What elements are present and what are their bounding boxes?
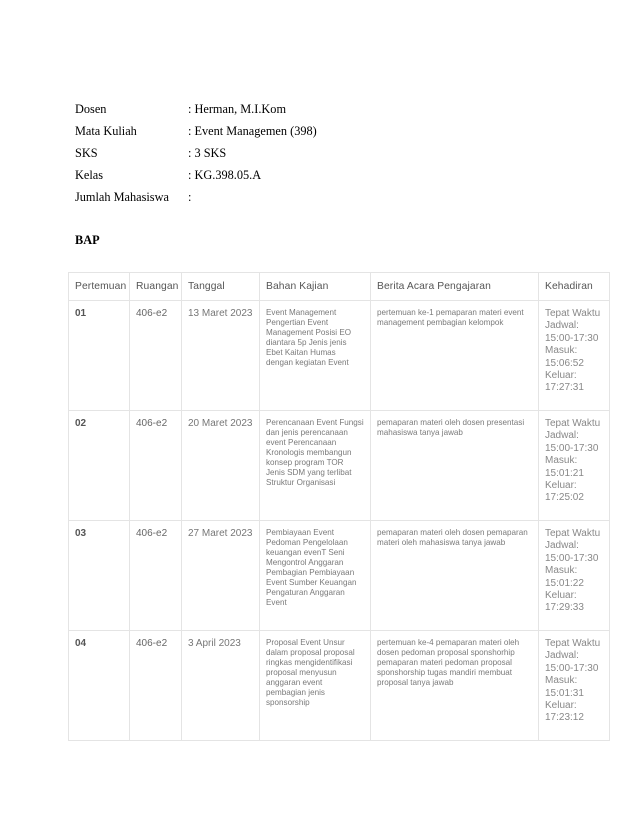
bap-table — [68, 272, 610, 741]
info-value: : Herman, M.I.Kom — [188, 102, 287, 116]
kehadiran-status: Tepat Waktu — [545, 418, 601, 429]
cell-berita-acara: pertemuan ke-1 pemaparan materi event management pembagian kelompok — [371, 301, 539, 411]
column-header-pertemuan: Pertemuan — [69, 273, 130, 301]
cell-pertemuan: 02 — [69, 411, 130, 521]
cell-tanggal: 20 Maret 2023 — [182, 411, 260, 521]
table-row — [69, 301, 610, 411]
column-header-bahan-kajian: Bahan Kajian — [260, 273, 371, 301]
kehadiran-status: Tepat Waktu — [545, 528, 601, 539]
kehadiran-keluar: Keluar: 17:27:31 — [545, 370, 584, 394]
kehadiran-keluar: Keluar: 17:25:02 — [545, 480, 584, 504]
cell-bahan-kajian: Event Management Pengertian Event Management Posisi EO diantara 5p Jenis jenis Ebet Kaitan Humas dengan kegiatan Event — [260, 301, 371, 411]
kehadiran-jadwal: Jadwal: 15:00-17:30 — [545, 430, 599, 454]
cell-kehadiran — [539, 301, 610, 411]
cell-ruangan: 406-e2 — [130, 411, 182, 521]
kehadiran-masuk: Masuk: 15:06:52 — [545, 345, 584, 369]
kehadiran-jadwal: Jadwal: 15:00-17:30 — [545, 650, 599, 674]
cell-berita-acara: pemaparan materi oleh dosen pemaparan materi oleh mahasiswa tanya jawab — [371, 521, 539, 631]
kehadiran-jadwal: Jadwal: 15:00-17:30 — [545, 540, 599, 564]
cell-tanggal: 3 April 2023 — [182, 631, 260, 741]
table-row — [69, 631, 610, 741]
cell-kehadiran — [539, 631, 610, 741]
cell-pertemuan: 03 — [69, 521, 130, 631]
table-row — [69, 411, 610, 521]
kehadiran-keluar: Keluar: 17:29:33 — [545, 590, 584, 614]
info-value: : KG.398.05.A — [188, 168, 262, 182]
cell-kehadiran — [539, 521, 610, 631]
info-label: Jumlah Mahasiswa — [75, 190, 169, 204]
info-label: Dosen — [75, 102, 107, 116]
cell-tanggal: 27 Maret 2023 — [182, 521, 260, 631]
info-label: Mata Kuliah — [75, 124, 137, 138]
info-label: SKS — [75, 146, 98, 160]
cell-tanggal: 13 Maret 2023 — [182, 301, 260, 411]
column-header-tanggal: Tanggal — [182, 273, 260, 301]
kehadiran-masuk: Masuk: 15:01:21 — [545, 455, 584, 479]
kehadiran-masuk: Masuk: 15:01:22 — [545, 565, 584, 589]
cell-kehadiran — [539, 411, 610, 521]
kehadiran-jadwal: Jadwal: 15:00-17:30 — [545, 320, 599, 344]
info-value: : — [188, 190, 192, 204]
cell-ruangan: 406-e2 — [130, 301, 182, 411]
column-header-ruangan: Ruangan — [130, 273, 182, 301]
bap-title: BAP — [75, 233, 100, 247]
info-value: : Event Managemen (398) — [188, 124, 317, 138]
info-value: : 3 SKS — [188, 146, 227, 160]
cell-ruangan: 406-e2 — [130, 521, 182, 631]
cell-pertemuan: 04 — [69, 631, 130, 741]
cell-bahan-kajian: Perencanaan Event Fungsi dan jenis perencanaan event Perencanaan Kronologis membangun konsep program TOR Jenis SDM yang terlibat Struktur Organisasi — [260, 411, 371, 521]
info-label: Kelas — [75, 168, 103, 182]
table-header-row — [69, 273, 610, 301]
column-header-kehadiran: Kehadiran — [539, 273, 610, 301]
kehadiran-masuk: Masuk: 15:01:31 — [545, 675, 584, 699]
kehadiran-keluar: Keluar: 17:23:12 — [545, 700, 584, 724]
cell-pertemuan: 01 — [69, 301, 130, 411]
column-header-berita-acara: Berita Acara Pengajaran — [371, 273, 539, 301]
cell-berita-acara: pemaparan materi oleh dosen presentasi mahasiswa tanya jawab — [371, 411, 539, 521]
cell-berita-acara: pertemuan ke-4 pemaparan materi oleh dosen pedoman proposal sponshorhip pemaparan materi pedoman proposal sponshorship tugas mandiri membuat proposal tanya jawab — [371, 631, 539, 741]
cell-ruangan: 406-e2 — [130, 631, 182, 741]
cell-bahan-kajian: Proposal Event Unsur dalam proposal proposal ringkas mengidentifikasi proposal menyusun anggaran event pembagian jenis sponsorship — [260, 631, 371, 741]
kehadiran-status: Tepat Waktu — [545, 638, 601, 649]
kehadiran-status: Tepat Waktu — [545, 308, 601, 319]
table-row — [69, 521, 610, 631]
cell-bahan-kajian: Pembiayaan Event Pedoman Pengelolaan keuangan evenT Seni Mengontrol Anggaran Pembagian Pembiayaan Event Sumber Keuangan Pengaturan Anggaran Event — [260, 521, 371, 631]
